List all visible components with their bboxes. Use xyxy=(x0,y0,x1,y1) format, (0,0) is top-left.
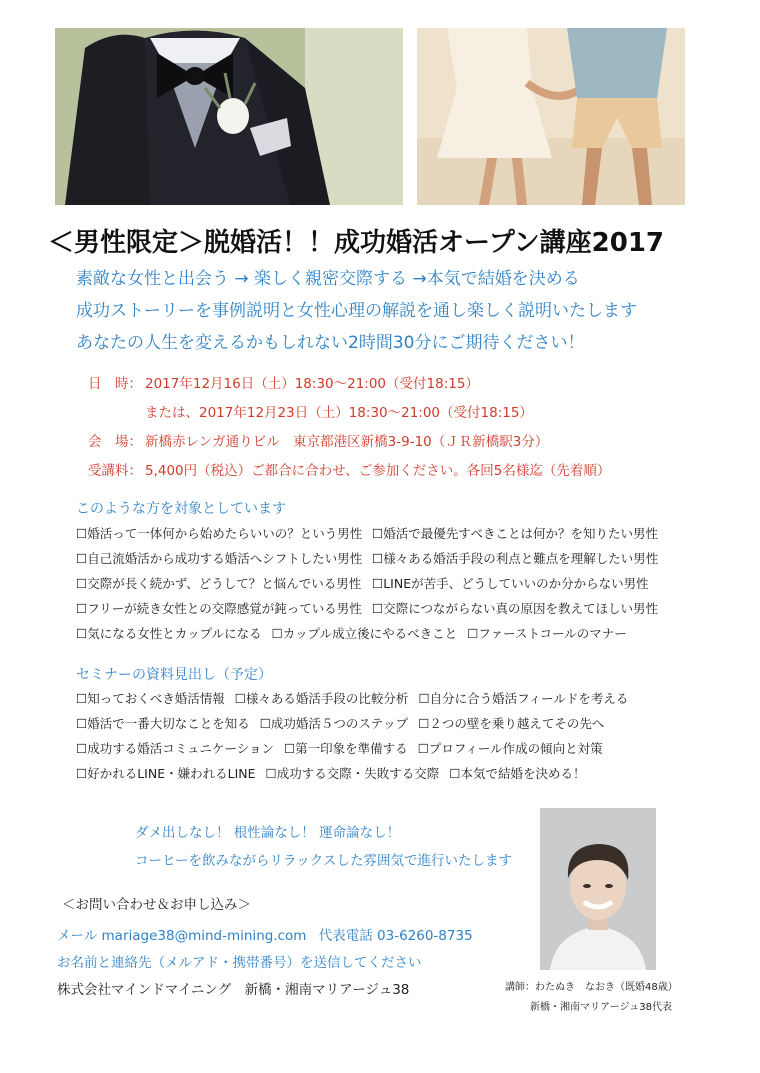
seminar-row xyxy=(76,686,726,711)
target-item: ☐カップル成立後にやるべきこと xyxy=(271,626,458,641)
tel-number[interactable]: 03-6260-8735 xyxy=(377,928,473,944)
seminar-item: ☐好かれるLINE・嫌われるLINE xyxy=(76,766,256,781)
target-heading: このような方を対象としています xyxy=(76,501,286,517)
target-item: ☐ファーストコールのマナー xyxy=(467,626,627,641)
seminar-row xyxy=(76,711,726,736)
page-title: ＜男性限定＞脱婚活！！成功婚活オープン講座2017 xyxy=(48,228,665,258)
contact-heading: ＜お問い合わせ＆お申し込み＞ xyxy=(62,897,251,913)
seminar-item: ☐成功婚活５つのステップ xyxy=(259,716,409,731)
venue: 新橋赤レンガ通りビル 東京都港区新橋3-9-10（ＪＲ新橋駅3分） xyxy=(145,434,549,450)
target-item: ☐婚活で最優先すべきことは何か？を知りたい男性 xyxy=(372,526,658,541)
target-row xyxy=(76,521,726,546)
seminar-item: ☐自分に合う婚活フィールドを考える xyxy=(418,691,629,706)
date-label: 日 時： xyxy=(88,376,142,392)
target-item: ☐交際が長く続かず、どうして？と悩んでいる男性 xyxy=(76,576,362,591)
seminar-item: ☐２つの壁を乗り越えてその先へ xyxy=(418,716,605,731)
message-line-2: コーヒーを飲みながらリラックスした雰囲気で進行いたします xyxy=(135,853,513,869)
seminar-list xyxy=(76,686,726,786)
seminar-row xyxy=(76,761,726,786)
seminar-item: ☐本気で結婚を決める！ xyxy=(449,766,586,781)
intro-line-1: 素敵な女性と出会う → 楽しく親密交際する →本気で結婚を決める xyxy=(76,269,580,289)
target-item: ☐気になる女性とカップルになる xyxy=(76,626,262,641)
target-item: ☐婚活って一体何から始めたらいいの？という男性 xyxy=(76,526,363,541)
target-list xyxy=(76,521,726,646)
mail-label: メール xyxy=(57,928,98,944)
instructor-caption-2: 新橋・湘南マリアージュ38代表 xyxy=(530,1002,673,1013)
seminar-item: ☐第一印象を準備する xyxy=(283,741,408,756)
contact-note: お名前と連絡先（メルアド・携帯番号）を送信してください xyxy=(57,955,422,971)
seminar-item: ☐様々ある婚活手段の比較分析 xyxy=(234,691,409,706)
target-item: ☐様々ある婚活手段の利点と難点を理解したい男性 xyxy=(372,551,659,566)
intro-line-2: 成功ストーリーを事例説明と女性心理の解説を通し楽しく説明いたします xyxy=(76,301,637,321)
target-item: ☐フリーが続き女性との交際感覚が鈍っている男性 xyxy=(76,601,362,616)
date-2: または、2017年12月23日（土）18:30～21:00（受付18:15） xyxy=(145,405,533,421)
couple-photo xyxy=(417,28,685,205)
company-name: 株式会社マインドマイニング 新橋・湘南マリアージュ38 xyxy=(57,982,410,998)
target-item: ☐LINEが苦手、どうしていいのか分からない男性 xyxy=(372,576,649,591)
date-1: 2017年12月16日（土）18:30～21:00（受付18:15） xyxy=(145,376,479,392)
seminar-item: ☐成功する交際・失敗する交際 xyxy=(265,766,440,781)
couple-illustration xyxy=(417,28,685,205)
target-item: ☐交際につながらない真の原因を教えてほしい男性 xyxy=(372,601,658,616)
target-row xyxy=(76,621,726,646)
groom-photo xyxy=(55,28,403,205)
fee: 5,400円（税込）ご都合に合わせ、ご参加ください。各回5名様迄（先着順） xyxy=(145,463,611,479)
tel-label: 代表電話 xyxy=(318,928,373,944)
seminar-item: ☐婚活で一番大切なことを知る xyxy=(76,716,250,731)
mail-link[interactable]: mariage38@mind-mining.com xyxy=(101,928,307,944)
contact-mail-row xyxy=(57,924,473,944)
seminar-item: ☐成功する婚活コミュニケーション xyxy=(76,741,274,756)
seminar-item: ☐知っておくべき婚活情報 xyxy=(76,691,225,706)
message-line-1: ダメ出しなし！ 根性論なし！ 運命論なし！ xyxy=(135,825,401,841)
target-item: ☐自己流婚活から成功する婚活へシフトしたい男性 xyxy=(76,551,363,566)
seminar-row xyxy=(76,736,726,761)
seminar-item: ☐プロフィール作成の傾向と対策 xyxy=(417,741,603,756)
instructor-caption-1: 講師：わたぬき なおき（既婚48歳） xyxy=(505,982,678,993)
instructor-illustration xyxy=(540,808,656,970)
target-row xyxy=(76,596,726,621)
target-row xyxy=(76,571,726,596)
seminar-heading: セミナーの資料見出し（予定） xyxy=(76,667,272,683)
fee-label: 受講料： xyxy=(88,463,142,479)
target-row xyxy=(76,546,726,571)
venue-label: 会 場： xyxy=(88,434,142,450)
instructor-photo xyxy=(540,808,656,970)
intro-line-3: あなたの人生を変えるかもしれない2時間30分にご期待ください！ xyxy=(76,333,585,353)
groom-illustration xyxy=(55,28,403,205)
